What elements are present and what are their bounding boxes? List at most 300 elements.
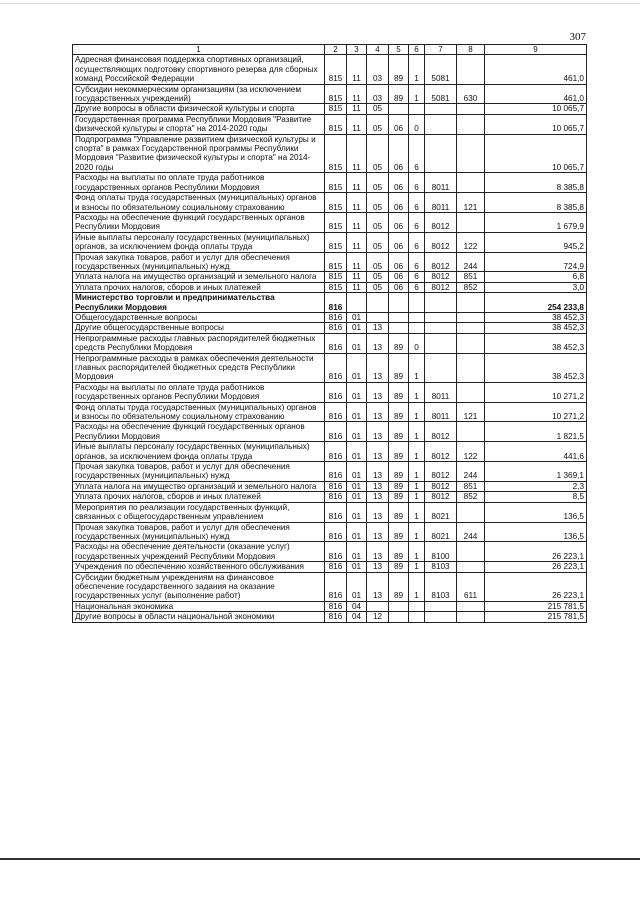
cell-amount: 26 223,1: [485, 542, 587, 562]
cell-subsection: 05: [367, 104, 389, 114]
cell-subprogram: 6: [409, 282, 425, 292]
cell-program: 89: [389, 522, 409, 542]
cell-article: 8021: [425, 502, 457, 522]
cell-subsection: 13: [367, 323, 389, 333]
cell-subprogram: [409, 104, 425, 114]
cell-article: 8011: [425, 193, 457, 213]
cell-section: 01: [347, 462, 367, 482]
cell-amount: 8,5: [485, 492, 587, 502]
cell-ministry-code: 815: [325, 134, 347, 173]
table-row: [73, 55, 587, 84]
cell-article: [425, 353, 457, 382]
cell-article: 8103: [425, 562, 457, 572]
cell-subprogram: 1: [409, 462, 425, 482]
cell-program: 89: [389, 353, 409, 382]
cell-subprogram: [409, 612, 425, 622]
cell-section: 01: [347, 323, 367, 333]
cell-section: 11: [347, 55, 367, 84]
cell-program: 89: [389, 492, 409, 502]
cell-amount: 1 369,1: [485, 462, 587, 482]
cell-amount: 136,5: [485, 522, 587, 542]
cell-expense-type: [457, 312, 485, 322]
row-name: Субсидии некоммерческим организациям (за исключением государственных учреждений): [73, 84, 325, 104]
cell-program: 89: [389, 481, 409, 491]
cell-ministry-code: 816: [325, 323, 347, 333]
cell-subprogram: 6: [409, 193, 425, 213]
cell-program: [389, 323, 409, 333]
row-name: Прочая закупка товаров, работ и услуг для обеспечения государственных (муниципальных) нужд: [73, 252, 325, 272]
cell-article: 8012: [425, 252, 457, 272]
cell-amount: 38 452,3: [485, 312, 587, 322]
cell-section: 11: [347, 252, 367, 272]
cell-expense-type: 630: [457, 84, 485, 104]
cell-subprogram: 1: [409, 522, 425, 542]
cell-subprogram: 1: [409, 402, 425, 422]
cell-subprogram: 6: [409, 232, 425, 252]
cell-amount: 1 821,5: [485, 422, 587, 442]
cell-program: [389, 601, 409, 611]
column-header: 8: [457, 45, 485, 55]
cell-program: 06: [389, 212, 409, 232]
cell-subsection: [367, 312, 389, 322]
cell-subsection: 13: [367, 382, 389, 402]
row-name: Непрограммные расходы главных распорядителей бюджетных средств Республики Мордовия: [73, 333, 325, 353]
budget-table: [72, 44, 587, 623]
cell-expense-type: [457, 542, 485, 562]
row-name: Расходы на обеспечение деятельности (оказание услуг) государственных учреждений Республики Мордовия: [73, 542, 325, 562]
cell-program: 89: [389, 542, 409, 562]
table-row: [73, 232, 587, 252]
cell-ministry-code: 815: [325, 114, 347, 134]
cell-subsection: 05: [367, 232, 389, 252]
cell-article: 8012: [425, 232, 457, 252]
cell-subprogram: [409, 312, 425, 322]
cell-expense-type: 851: [457, 272, 485, 282]
scan-edge-line: [0, 3, 640, 4]
cell-ministry-code: 815: [325, 282, 347, 292]
cell-subprogram: [409, 601, 425, 611]
cell-section: 01: [347, 572, 367, 601]
cell-subsection: 05: [367, 252, 389, 272]
table-row: [73, 562, 587, 572]
table-row: [73, 104, 587, 114]
row-name: Расходы на выплаты по оплате труда работников государственных органов Республики Мордовия: [73, 173, 325, 193]
cell-amount: 10 065,7: [485, 104, 587, 114]
cell-article: 5081: [425, 84, 457, 104]
column-header: 3: [347, 45, 367, 55]
row-name: Мероприятия по реализации государственных функций, связанных с общегосударственным управлением: [73, 502, 325, 522]
bottom-divider: [0, 858, 640, 860]
row-name: Государственная программа Республики Мордовия "Развитие физической культуры и спорта" на 2014-2020 годы: [73, 114, 325, 134]
cell-ministry-code: 815: [325, 193, 347, 213]
cell-section: 01: [347, 481, 367, 491]
cell-expense-type: 121: [457, 193, 485, 213]
cell-expense-type: [457, 562, 485, 572]
cell-expense-type: 852: [457, 282, 485, 292]
cell-subprogram: 1: [409, 542, 425, 562]
cell-subprogram: 6: [409, 252, 425, 272]
row-name: Уплата прочих налогов, сборов и иных платежей: [73, 282, 325, 292]
cell-amount: 3,0: [485, 282, 587, 292]
row-name: Иные выплаты персоналу государственных (муниципальных) органов, за исключением фонда оплаты труда: [73, 442, 325, 462]
column-header: 2: [325, 45, 347, 55]
cell-amount: 461,0: [485, 84, 587, 104]
row-name: Другие вопросы в области физической культуры и спорта: [73, 104, 325, 114]
cell-program: 06: [389, 272, 409, 282]
cell-program: 06: [389, 134, 409, 173]
table-row: [73, 293, 587, 313]
cell-program: 89: [389, 333, 409, 353]
page-number: 307: [569, 31, 586, 43]
cell-ministry-code: 815: [325, 252, 347, 272]
cell-article: 8021: [425, 522, 457, 542]
cell-ministry-code: 816: [325, 542, 347, 562]
cell-expense-type: [457, 212, 485, 232]
table-row: [73, 382, 587, 402]
table-row: [73, 323, 587, 333]
cell-program: 89: [389, 462, 409, 482]
cell-subsection: 13: [367, 402, 389, 422]
cell-section: 01: [347, 312, 367, 322]
row-name: Уплата налога на имущество организаций и земельного налога: [73, 481, 325, 491]
cell-ministry-code: 815: [325, 232, 347, 252]
row-name: Иные выплаты персоналу государственных (муниципальных) органов, за исключением фонда оплаты труда: [73, 232, 325, 252]
cell-expense-type: [457, 422, 485, 442]
cell-ministry-code: 816: [325, 462, 347, 482]
row-name: Расходы на обеспечение функций государственных органов Республики Мордовия: [73, 212, 325, 232]
cell-section: 11: [347, 212, 367, 232]
cell-expense-type: 611: [457, 572, 485, 601]
cell-expense-type: [457, 353, 485, 382]
row-name: Расходы на обеспечение функций государственных органов Республики Мордовия: [73, 422, 325, 442]
table-row: [73, 272, 587, 282]
row-name: Прочая закупка товаров, работ и услуг для обеспечения государственных (муниципальных) нужд: [73, 522, 325, 542]
cell-expense-type: [457, 134, 485, 173]
cell-program: [389, 612, 409, 622]
cell-ministry-code: 815: [325, 173, 347, 193]
cell-section: 11: [347, 282, 367, 292]
table-row: [73, 522, 587, 542]
table-row: [73, 542, 587, 562]
cell-expense-type: [457, 104, 485, 114]
cell-subsection: 03: [367, 84, 389, 104]
cell-ministry-code: 815: [325, 84, 347, 104]
table-row: [73, 612, 587, 622]
cell-ministry-code: 816: [325, 293, 347, 313]
cell-ministry-code: 816: [325, 492, 347, 502]
row-name: Другие общегосударственные вопросы: [73, 323, 325, 333]
table-row: [73, 442, 587, 462]
cell-expense-type: 852: [457, 492, 485, 502]
cell-expense-type: 121: [457, 402, 485, 422]
cell-subsection: 13: [367, 562, 389, 572]
cell-ministry-code: 816: [325, 442, 347, 462]
cell-expense-type: [457, 173, 485, 193]
cell-ministry-code: 816: [325, 601, 347, 611]
cell-program: 89: [389, 382, 409, 402]
cell-ministry-code: 816: [325, 481, 347, 491]
cell-program: 89: [389, 84, 409, 104]
row-name: Фонд оплаты труда государственных (муниципальных) органов и взносы по обязательному социальному страхованию: [73, 402, 325, 422]
cell-article: 8012: [425, 442, 457, 462]
cell-article: 8011: [425, 402, 457, 422]
cell-expense-type: 244: [457, 522, 485, 542]
cell-amount: 441,6: [485, 442, 587, 462]
row-name: Национальная экономика: [73, 601, 325, 611]
row-name: Министерство торговли и предпринимательства Республики Мордовия: [73, 293, 325, 313]
cell-article: 8011: [425, 173, 457, 193]
cell-subprogram: 0: [409, 114, 425, 134]
cell-expense-type: [457, 293, 485, 313]
cell-amount: 2,3: [485, 481, 587, 491]
table-row: [73, 601, 587, 611]
cell-subsection: 13: [367, 522, 389, 542]
table-body: [73, 55, 587, 622]
cell-subsection: 13: [367, 442, 389, 462]
cell-program: 89: [389, 422, 409, 442]
cell-section: 11: [347, 232, 367, 252]
cell-amount: 8 385,8: [485, 193, 587, 213]
row-name: Адресная финансовая поддержка спортивных организаций, осуществляющих подготовку спортивного резерва для сборных команд Российской Федерации: [73, 55, 325, 84]
cell-amount: 215 781,5: [485, 601, 587, 611]
cell-article: 8012: [425, 282, 457, 292]
table-row: [73, 572, 587, 601]
cell-ministry-code: 816: [325, 333, 347, 353]
cell-section: 11: [347, 134, 367, 173]
cell-expense-type: [457, 333, 485, 353]
cell-ministry-code: 816: [325, 312, 347, 322]
row-name: Фонд оплаты труда государственных (муниципальных) органов и взносы по обязательному социальному страхованию: [73, 193, 325, 213]
cell-expense-type: [457, 114, 485, 134]
cell-article: 8012: [425, 462, 457, 482]
table-row: [73, 282, 587, 292]
cell-subprogram: 1: [409, 353, 425, 382]
cell-amount: 26 223,1: [485, 562, 587, 572]
cell-section: 11: [347, 193, 367, 213]
cell-subsection: 05: [367, 272, 389, 282]
cell-article: [425, 293, 457, 313]
cell-ministry-code: 816: [325, 562, 347, 572]
cell-subprogram: 1: [409, 572, 425, 601]
cell-expense-type: 244: [457, 252, 485, 272]
cell-article: [425, 104, 457, 114]
row-name: Непрограммные расходы в рамках обеспечения деятельности главных распорядителей бюджетных средств Республики Мордовия: [73, 353, 325, 382]
table-row: [73, 84, 587, 104]
cell-expense-type: [457, 382, 485, 402]
cell-expense-type: 122: [457, 232, 485, 252]
cell-subsection: 05: [367, 212, 389, 232]
cell-amount: 38 452,3: [485, 353, 587, 382]
cell-program: [389, 104, 409, 114]
cell-amount: 38 452,3: [485, 323, 587, 333]
row-name: Другие вопросы в области национальной экономики: [73, 612, 325, 622]
table-row: [73, 502, 587, 522]
cell-ministry-code: 816: [325, 612, 347, 622]
row-name: Общегосударственные вопросы: [73, 312, 325, 322]
table-row: [73, 173, 587, 193]
cell-amount: 215 781,5: [485, 612, 587, 622]
cell-section: 01: [347, 502, 367, 522]
cell-article: [425, 601, 457, 611]
cell-subsection: 05: [367, 193, 389, 213]
cell-amount: 254 233,8: [485, 293, 587, 313]
cell-article: 8012: [425, 272, 457, 282]
cell-expense-type: [457, 55, 485, 84]
cell-expense-type: 122: [457, 442, 485, 462]
table-row: [73, 134, 587, 173]
cell-subprogram: 0: [409, 333, 425, 353]
cell-program: 89: [389, 562, 409, 572]
cell-subprogram: 1: [409, 442, 425, 462]
cell-section: 04: [347, 601, 367, 611]
cell-expense-type: 851: [457, 481, 485, 491]
cell-article: 8012: [425, 492, 457, 502]
cell-article: [425, 312, 457, 322]
cell-ministry-code: 816: [325, 422, 347, 442]
cell-subsection: 05: [367, 114, 389, 134]
cell-article: 5081: [425, 55, 457, 84]
cell-program: [389, 293, 409, 313]
cell-amount: 10 065,7: [485, 134, 587, 173]
cell-section: 11: [347, 272, 367, 282]
cell-amount: 8 385,8: [485, 173, 587, 193]
cell-subsection: 13: [367, 481, 389, 491]
cell-subsection: 13: [367, 502, 389, 522]
cell-subprogram: 1: [409, 422, 425, 442]
cell-article: [425, 333, 457, 353]
cell-article: 8012: [425, 422, 457, 442]
cell-subsection: [367, 601, 389, 611]
cell-article: [425, 612, 457, 622]
cell-section: 01: [347, 442, 367, 462]
cell-program: 89: [389, 442, 409, 462]
cell-program: 06: [389, 282, 409, 292]
cell-subsection: 12: [367, 612, 389, 622]
cell-section: 01: [347, 542, 367, 562]
cell-amount: 6,8: [485, 272, 587, 282]
cell-amount: 26 223,1: [485, 572, 587, 601]
column-header: 4: [367, 45, 389, 55]
cell-ministry-code: 816: [325, 522, 347, 542]
cell-ministry-code: 816: [325, 572, 347, 601]
cell-expense-type: [457, 502, 485, 522]
table-row: [73, 402, 587, 422]
cell-subsection: 13: [367, 333, 389, 353]
cell-article: [425, 134, 457, 173]
cell-subprogram: [409, 323, 425, 333]
column-header: 9: [485, 45, 587, 55]
cell-program: 06: [389, 193, 409, 213]
cell-amount: 136,5: [485, 502, 587, 522]
cell-section: 01: [347, 382, 367, 402]
cell-expense-type: [457, 323, 485, 333]
row-name: Учреждения по обеспечению хозяйственного обслуживания: [73, 562, 325, 572]
cell-section: 01: [347, 492, 367, 502]
cell-subprogram: 6: [409, 212, 425, 232]
column-number-header: [73, 45, 587, 55]
cell-program: 89: [389, 572, 409, 601]
column-header: 5: [389, 45, 409, 55]
cell-article: 8012: [425, 481, 457, 491]
cell-amount: 461,0: [485, 55, 587, 84]
cell-subprogram: 6: [409, 272, 425, 282]
cell-section: [347, 293, 367, 313]
cell-program: [389, 312, 409, 322]
table-row: [73, 462, 587, 482]
table-row: [73, 114, 587, 134]
table-row: [73, 252, 587, 272]
cell-program: 89: [389, 502, 409, 522]
cell-section: 01: [347, 422, 367, 442]
cell-subprogram: 1: [409, 84, 425, 104]
row-name: Прочая закупка товаров, работ и услуг для обеспечения государственных (муниципальных) нужд: [73, 462, 325, 482]
cell-subprogram: 1: [409, 492, 425, 502]
cell-subprogram: 6: [409, 173, 425, 193]
cell-amount: 38 452,3: [485, 333, 587, 353]
cell-subsection: 13: [367, 353, 389, 382]
cell-program: 89: [389, 402, 409, 422]
table-row: [73, 492, 587, 502]
cell-article: [425, 323, 457, 333]
cell-expense-type: 244: [457, 462, 485, 482]
column-header: 1: [73, 45, 325, 55]
table-row: [73, 193, 587, 213]
cell-subprogram: 1: [409, 481, 425, 491]
cell-ministry-code: 816: [325, 353, 347, 382]
column-header: 6: [409, 45, 425, 55]
cell-section: 11: [347, 114, 367, 134]
cell-ministry-code: 815: [325, 55, 347, 84]
cell-section: 01: [347, 522, 367, 542]
cell-subsection: 03: [367, 55, 389, 84]
cell-ministry-code: 815: [325, 212, 347, 232]
cell-section: 01: [347, 562, 367, 572]
cell-subprogram: 1: [409, 502, 425, 522]
row-name: Расходы на выплаты по оплате труда работников государственных органов Республики Мордовия: [73, 382, 325, 402]
cell-ministry-code: 816: [325, 402, 347, 422]
cell-subprogram: 1: [409, 55, 425, 84]
cell-ministry-code: 816: [325, 502, 347, 522]
cell-article: 8100: [425, 542, 457, 562]
cell-amount: 724,9: [485, 252, 587, 272]
cell-amount: 10 271,2: [485, 402, 587, 422]
table-row: [73, 481, 587, 491]
cell-subprogram: 1: [409, 382, 425, 402]
cell-amount: 10 271,2: [485, 382, 587, 402]
cell-article: [425, 114, 457, 134]
cell-article: 8012: [425, 212, 457, 232]
row-name: Уплата прочих налогов, сборов и иных платежей: [73, 492, 325, 502]
cell-section: 01: [347, 402, 367, 422]
cell-amount: 10 065,7: [485, 114, 587, 134]
cell-section: 01: [347, 353, 367, 382]
cell-subsection: [367, 293, 389, 313]
cell-subsection: 05: [367, 173, 389, 193]
cell-subsection: 13: [367, 492, 389, 502]
cell-ministry-code: 816: [325, 382, 347, 402]
cell-program: 06: [389, 173, 409, 193]
table-row: [73, 422, 587, 442]
cell-ministry-code: 815: [325, 272, 347, 282]
table-row: [73, 353, 587, 382]
cell-article: 8103: [425, 572, 457, 601]
cell-subprogram: 1: [409, 562, 425, 572]
cell-subsection: 13: [367, 462, 389, 482]
cell-section: 11: [347, 84, 367, 104]
cell-program: 06: [389, 232, 409, 252]
table-row: [73, 312, 587, 322]
cell-ministry-code: 815: [325, 104, 347, 114]
